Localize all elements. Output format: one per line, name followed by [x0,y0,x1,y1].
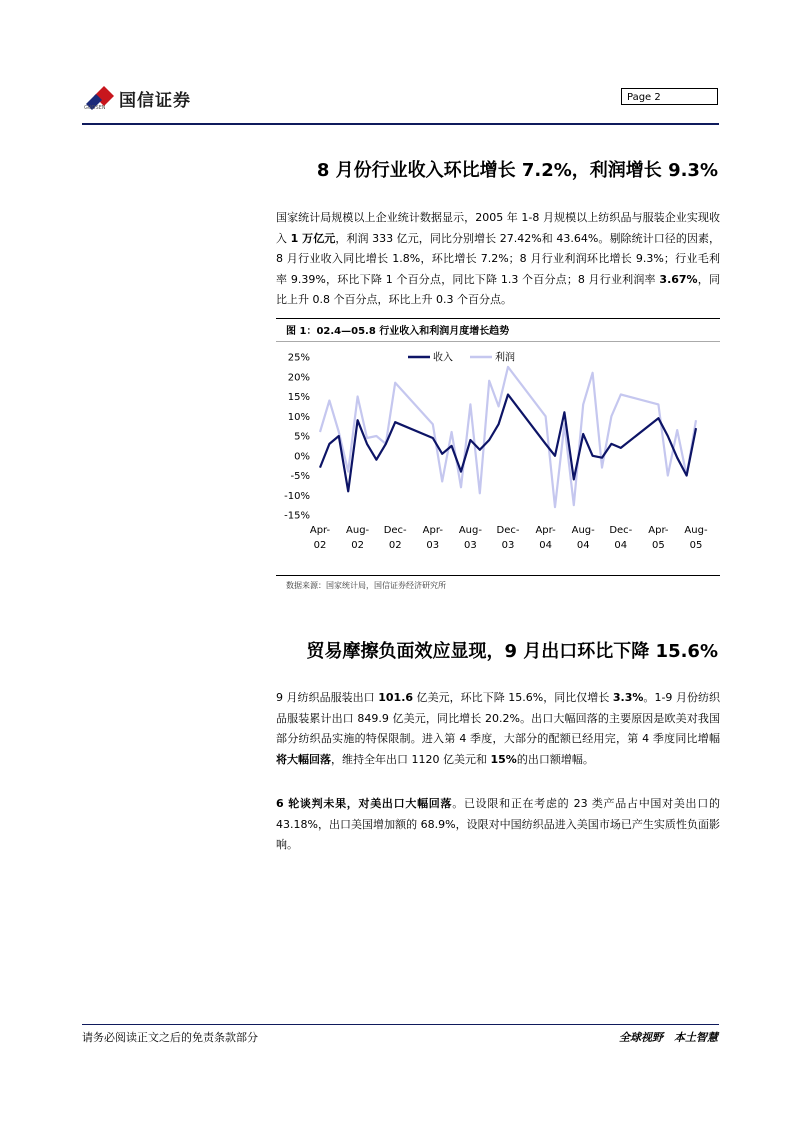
x-tick-label-year: 02 [388,540,402,551]
s2p2-bold-lead: 6 轮谈判未果，对美出口大幅回落 [276,797,453,810]
x-tick-label: Apr- [535,525,556,536]
y-tick-label: 20% [287,372,310,384]
figure-top-rule [276,318,720,319]
footer-disclaimer: 请务必阅读正文之后的免责条款部分 [82,1031,258,1044]
section1-bold-margin: 3.67% [659,272,698,286]
section1-text-1: 国家统计局规模以上企业统计数据显示，2005 年 1-8 月规模以上纺织品与服装企业实现收入 [276,211,720,245]
y-tick-label: 5% [294,431,310,443]
x-tick-label: Dec- [496,525,520,536]
s2p1-text-5: 的出口额增幅。 [516,752,594,766]
x-tick-label: Apr- [422,525,443,536]
x-tick-label-year: 03 [501,540,515,551]
x-tick-label: Aug- [684,525,708,536]
s2p1-bold-export: 101.6 [378,691,414,704]
s2p1-text-1: 9 月纺织品服装出口 [276,691,379,704]
y-tick-label: -10% [284,490,310,502]
series-line-revenue [320,395,696,492]
s2p1-bold-15pct: 15% [490,752,517,766]
s2p1-text-2: 亿美元，环比下降 15.6%，同比仅增长 [413,691,613,704]
y-tick-label: -5% [290,471,310,482]
y-tick-label: 15% [287,392,310,403]
section1-title: 8 月份行业收入环比增长 7.2%，利润增长 9.3% [316,160,718,181]
x-tick-label-year: 04 [614,540,628,551]
legend-label-revenue: 收入 [433,352,453,364]
x-tick-label: Aug- [571,525,595,536]
x-tick-label-year: 04 [576,540,590,551]
revenue-profit-line-chart [276,343,720,575]
series-line-profit [320,367,696,507]
s2p2-text: 。已设限和正在考虑的 23 类产品占中国对美出口的 43.18%，出口美国增加额的 68.9%，设限对中国纺织品进入美国市场已产生实质性负面影响。 [276,797,720,851]
x-tick-label-year: 03 [426,540,440,551]
footer-rule [82,1024,719,1025]
section1-bold-revenue: 1 万亿元 [290,231,336,245]
x-tick-label: Apr- [309,525,331,536]
x-tick-label-year: 05 [689,540,703,551]
s2p1-bold-fall: 将大幅回落 [276,752,331,766]
figure-bottom-rule [276,575,720,576]
s2p1-text-4: ，维持全年出口 1120 亿美元和 [331,752,491,766]
figure-title-rule [276,341,720,342]
page-number-box: Page 2 [621,88,718,105]
s2p1-text-3: 。1-9 月份纺织品服装累计出口 849.9 亿美元，同比增长 20.2%。出口大幅回落的主要原因是欧美对我国部分纺织品实施的特保限制。进入第 4 季度，大部分的配额已经用完，第 4 季度同比增幅 [276,691,721,745]
x-tick-label: Apr- [648,525,669,536]
x-tick-label: Aug- [346,525,370,536]
section2-paragraph-2 [276,794,720,856]
x-tick-label-year: 04 [539,540,552,551]
legend-label-profit: 利润 [495,352,515,364]
x-tick-label-year: 02 [351,540,364,551]
x-tick-label-year: 03 [464,540,477,551]
brand-name: 国信证券 [119,91,191,111]
x-tick-label: Dec- [383,525,407,536]
brand-sub: GUOSEN [84,105,106,111]
section1-text-3: ，同比上升 0.8 个百分点，环比上升 0.3 个百分点。 [276,272,720,306]
y-tick-label: 10% [287,411,310,423]
x-tick-label-year: 05 [652,540,665,551]
section1-text-2: ，利润 333 亿元，同比分别增长 27.42%和 43.64%。剔除统计口径的因素，8 月行业收入同比增长 1.8%，环比增长 7.2%；8 月行业利润环比增长 9.3%；行业毛利率 9.39%，环比下降 1 个百分点，同比下降 1.3 个百分点；8 月行业利润率 [276,231,720,286]
header-rule [82,123,719,125]
x-tick-label: Aug- [458,525,482,536]
footer-slogan: 全球视野 本土智慧 [619,1031,718,1044]
section2-paragraph-1 [276,688,720,770]
section2-title: 贸易摩擦负面效应显现，9 月出口环比下降 15.6% [306,641,718,662]
y-tick-label: -15% [284,510,310,522]
s2p1-bold-growth: 3.3% [612,691,644,704]
x-tick-label-year: 02 [313,540,327,551]
section1-paragraph [276,208,720,311]
figure-source: 数据来源：国家统计局，国信证券经济研究所 [286,581,446,590]
y-tick-label: 0% [294,451,310,463]
y-tick-label: 25% [287,352,310,364]
x-tick-label: Dec- [609,525,633,536]
figure-title: 图 1：02.4—05.8 行业收入和利润月度增长趋势 [286,326,510,337]
